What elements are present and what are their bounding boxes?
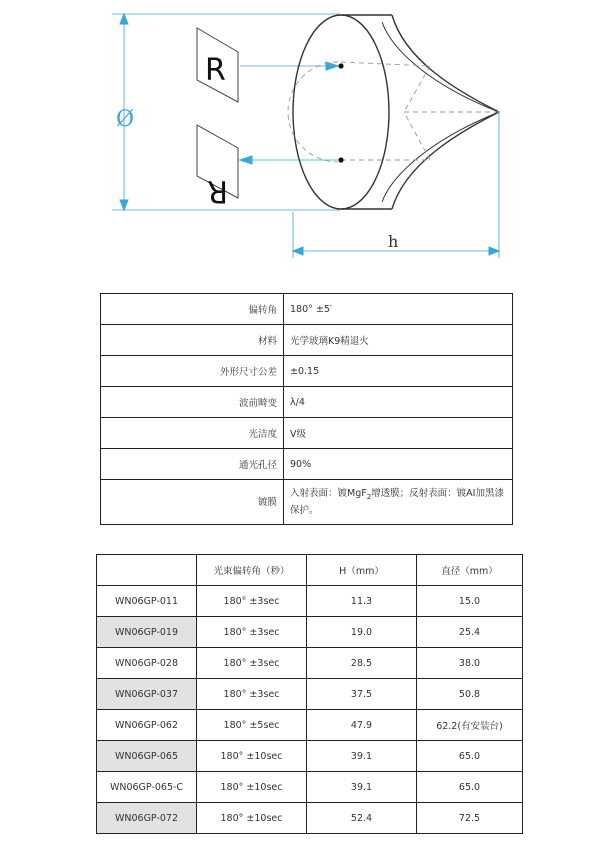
diameter-cell: 72.5 — [417, 803, 523, 834]
angle-cell: 180° ±3sec — [197, 679, 307, 710]
table-row — [97, 803, 523, 834]
table-row — [97, 772, 523, 803]
r-card-bottom — [197, 125, 238, 208]
spec-table — [100, 293, 513, 525]
coating-subscript: 2 — [366, 492, 372, 501]
height-cell: 37.5 — [307, 679, 417, 710]
spec-value: λ/4 — [284, 387, 513, 418]
model-cell: WN06GP-065 — [97, 741, 197, 772]
coating-text-a: 入射表面：镀MgF — [290, 488, 367, 500]
spec-value: Ⅴ级 — [284, 418, 513, 449]
spec-value: 180° ±5′ — [284, 294, 513, 325]
model-cell: WN06GP-011 — [97, 586, 197, 617]
diameter-cell: 65.0 — [417, 772, 523, 803]
table-header-row — [97, 555, 523, 586]
angle-cell: 180° ±3sec — [197, 648, 307, 679]
height-cell: 19.0 — [307, 617, 417, 648]
spec-label: 波前畸变 — [101, 387, 284, 418]
model-cell: WN06GP-062 — [97, 710, 197, 741]
height-cell: 28.5 — [307, 648, 417, 679]
spec-label: 材料 — [101, 325, 284, 356]
angle-cell: 180° ±3sec — [197, 586, 307, 617]
hidden-edges — [288, 62, 499, 162]
spec-value: 光学玻璃K9精退火 — [284, 325, 513, 356]
model-cell: WN06GP-037 — [97, 679, 197, 710]
spec-row — [101, 294, 513, 325]
table-row — [97, 679, 523, 710]
light-rays — [240, 62, 338, 164]
spec-value-coating — [284, 480, 513, 525]
table-row — [97, 586, 523, 617]
model-cell: WN06GP-019 — [97, 617, 197, 648]
height-cell: 47.9 — [307, 710, 417, 741]
ray-entry-dot — [338, 63, 343, 68]
coating-text-b: 增透膜；反射表面：镀AI加黑漆保护。 — [290, 488, 504, 516]
diameter-label: Ø — [116, 107, 135, 132]
diameter-cell: 38.0 — [417, 648, 523, 679]
spec-label: 偏转角 — [101, 294, 284, 325]
r-letter-bottom: R — [207, 173, 228, 208]
r-card-top — [197, 28, 238, 102]
angle-cell: 180° ±5sec — [197, 710, 307, 741]
height-cell: 52.4 — [307, 803, 417, 834]
height-label: h — [388, 232, 399, 251]
table-row — [97, 710, 523, 741]
header-cell: 直径（mm） — [417, 555, 523, 586]
model-cell: WN06GP-072 — [97, 803, 197, 834]
diameter-cell: 50.8 — [417, 679, 523, 710]
header-cell — [97, 555, 197, 586]
diameter-cell: 15.0 — [417, 586, 523, 617]
angle-cell: 180° ±10sec — [197, 772, 307, 803]
height-cell: 39.1 — [307, 741, 417, 772]
table-row — [97, 741, 523, 772]
spec-label: 外形尺寸公差 — [101, 356, 284, 387]
diameter-cell: 62.2(有安装台) — [417, 710, 523, 741]
spec-row — [101, 325, 513, 356]
spec-row — [101, 449, 513, 480]
height-cell: 39.1 — [307, 772, 417, 803]
spec-label: 光洁度 — [101, 418, 284, 449]
diameter-cell: 25.4 — [417, 617, 523, 648]
spec-value: 90% — [284, 449, 513, 480]
spec-row — [101, 387, 513, 418]
spec-value: ±0.15 — [284, 356, 513, 387]
models-table — [96, 554, 523, 834]
angle-cell: 180° ±3sec — [197, 617, 307, 648]
diameter-cell: 65.0 — [417, 741, 523, 772]
table-row — [97, 617, 523, 648]
angle-cell: 180° ±10sec — [197, 803, 307, 834]
height-cell: 11.3 — [307, 586, 417, 617]
spec-row — [101, 418, 513, 449]
header-cell: 光束偏转角（秒） — [197, 555, 307, 586]
header-cell: H（mm） — [307, 555, 417, 586]
angle-cell: 180° ±10sec — [197, 741, 307, 772]
spec-label: 镀膜 — [101, 480, 284, 525]
model-cell: WN06GP-065-C — [97, 772, 197, 803]
spec-row — [101, 356, 513, 387]
table-row — [97, 648, 523, 679]
retroreflector-diagram — [0, 0, 602, 270]
spec-row — [101, 480, 513, 525]
spec-label: 通光孔径 — [101, 449, 284, 480]
r-letter-top: R — [205, 53, 226, 88]
model-cell: WN06GP-028 — [97, 648, 197, 679]
ray-exit-dot — [338, 157, 343, 162]
